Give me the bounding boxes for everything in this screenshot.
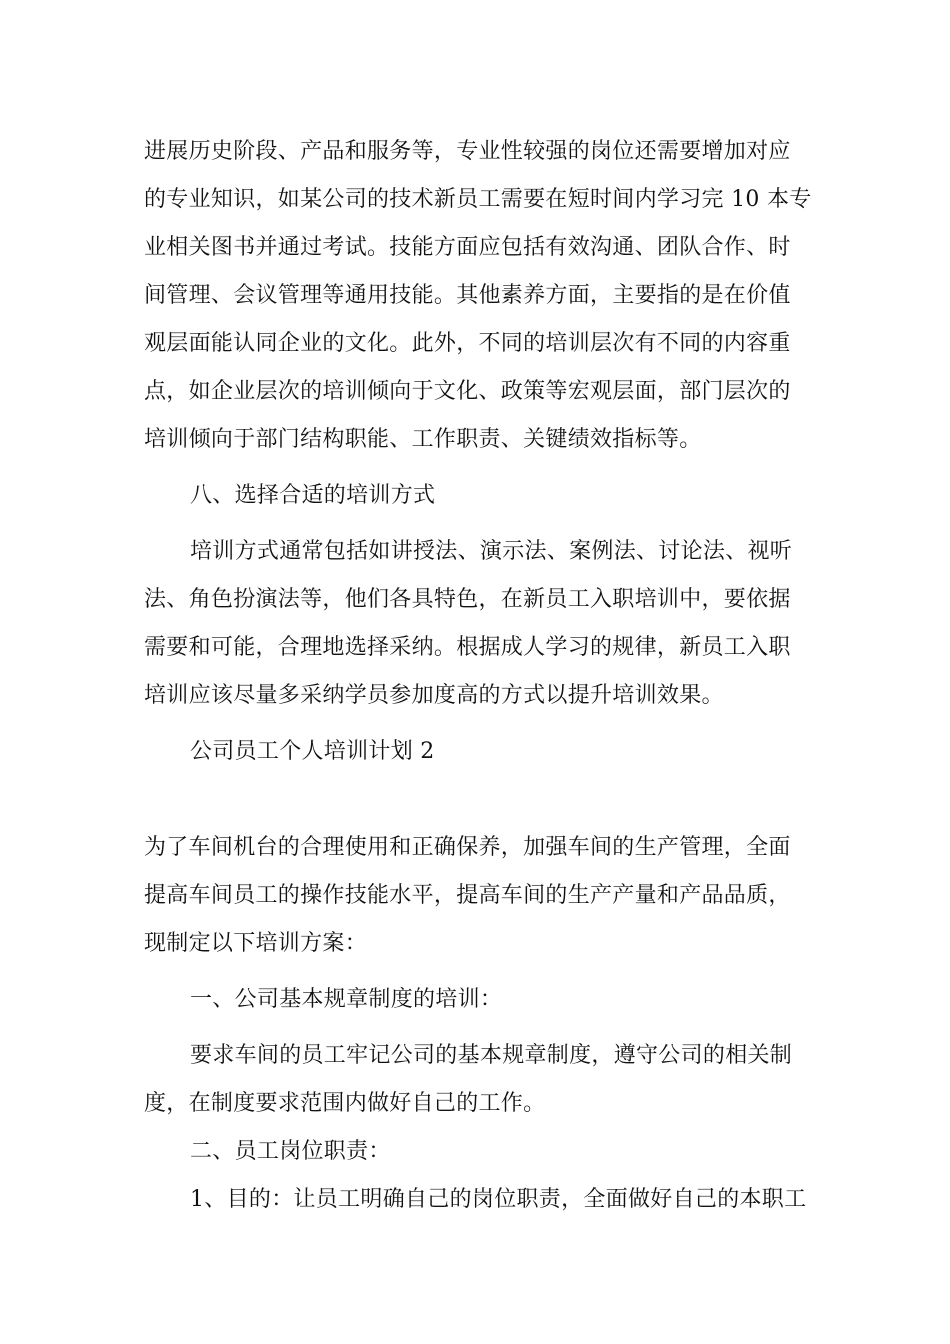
body-line: 点，如企业层次的培训倾向于文化、政策等宏观层面，部门层次的 xyxy=(144,379,791,404)
body-line: 间管理、会议管理等通用技能。其他素养方面，主要指的是在价值 xyxy=(144,283,791,308)
body-line: 1、目的：让员工明确自己的岗位职责，全面做好自己的本职工 xyxy=(190,1187,807,1212)
body-line: 观层面能认同企业的文化。此外，不同的培训层次有不同的内容重 xyxy=(144,331,791,356)
body-line: 需要和可能，合理地选择采纳。根据成人学习的规律，新员工入职 xyxy=(144,635,791,660)
body-line: 培训应该尽量多采纳学员参加度高的方式以提升培训效果。 xyxy=(144,683,724,708)
section-heading: 二、员工岗位职责： xyxy=(190,1139,391,1164)
body-line: 度，在制度要求范围内做好自己的工作。 xyxy=(144,1091,546,1116)
body-line: 现制定以下培训方案： xyxy=(144,931,368,956)
body-line: 为了车间机台的合理使用和正确保养，加强车间的生产管理，全面 xyxy=(144,835,791,860)
section-heading: 一、公司基本规章制度的培训： xyxy=(190,987,503,1012)
body-line: 提高车间员工的操作技能水平，提高车间的生产产量和产品品质， xyxy=(144,883,791,908)
section-heading: 八、选择合适的培训方式 xyxy=(190,483,436,508)
body-line: 的专业知识，如某公司的技术新员工需要在短时间内学习完 10 本专 xyxy=(144,187,812,212)
body-line: 要求车间的员工牢记公司的基本规章制度，遵守公司的相关制 xyxy=(190,1043,793,1068)
body-line: 业相关图书并通过考试。技能方面应包括有效沟通、团队合作、时 xyxy=(144,235,791,260)
body-line: 培训倾向于部门结构职能、工作职责、关键绩效指标等。 xyxy=(144,427,702,452)
body-line: 进展历史阶段、产品和服务等，专业性较强的岗位还需要增加对应 xyxy=(144,139,791,164)
body-line: 法、角色扮演法等，他们各具特色，在新员工入职培训中，要依据 xyxy=(144,587,791,612)
section-title: 公司员工个人培训计划 2 xyxy=(190,739,435,764)
body-line: 培训方式通常包括如讲授法、演示法、案例法、讨论法、视听 xyxy=(190,539,793,564)
